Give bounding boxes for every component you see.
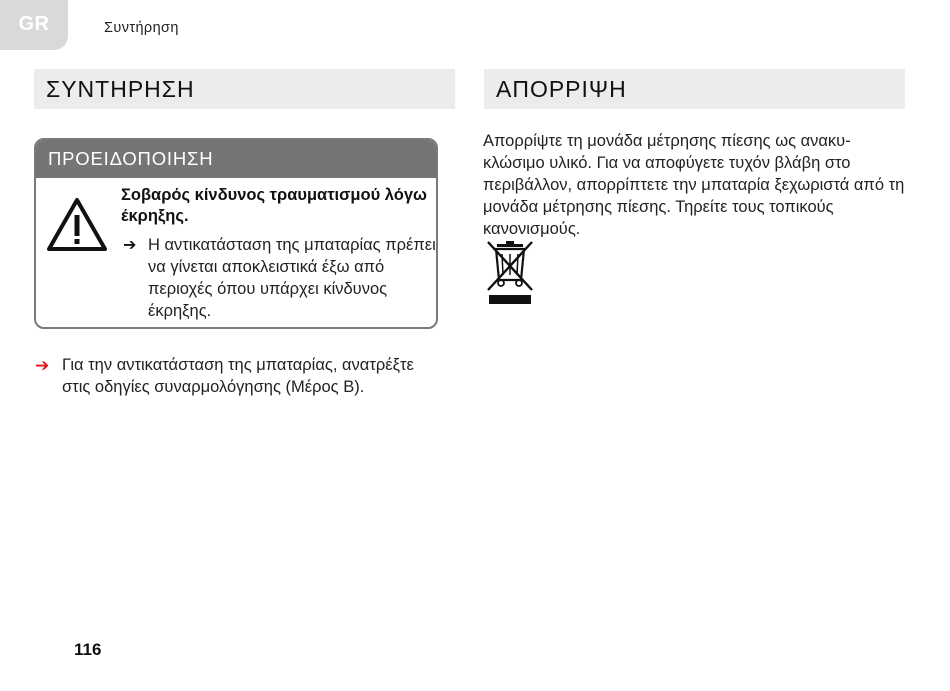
- bullet-arrow-icon: ➔: [123, 237, 137, 254]
- running-header-title: Συντήρηση: [104, 20, 179, 36]
- section-heading-text: ΣΥΝΤΗΡΗΣΗ: [46, 75, 195, 102]
- language-tab: [0, 0, 68, 50]
- warning-bullet-text: Η αντικατάσταση της μπαταρίας πρέπει να γίνεται αποκλειστικά έξω από περιοχές όπου υπάρχει κίνδυνος έκρηξης.: [148, 236, 436, 320]
- section-heading-maintenance: [34, 69, 455, 109]
- warning-label: ΠΡΟΕΙΔΟΠΟΙΗΣΗ: [48, 148, 214, 169]
- crossed-out-wheelie-bin-icon: [486, 240, 534, 306]
- page-number: 116: [74, 640, 102, 659]
- language-code: GR: [18, 12, 50, 35]
- warning-header: [36, 140, 436, 178]
- note-arrow-icon: ➔: [35, 356, 50, 375]
- note-text: Για την αντικατάσταση της μπαταρίας, ανατρέξτε στις οδηγίες συναρμολόγησης (Μέρος B).: [62, 356, 414, 396]
- section-heading-disposal: [484, 69, 905, 109]
- section-heading-text: ΑΠΟΡΡΙΨΗ: [496, 75, 627, 102]
- disposal-paragraph: Απορρίψτε τη μονάδα μέτρησης πίεσης ως ανακυ-κλώσιμο υλικό. Για να αποφύγετε τυχόν βλάβη στο περιβάλλον, απορρίπτετε την μπαταρία ξεχωριστά από τη μονάδα μέτρησης πίεσης. Τηρείτε τους τοπικούς κανονισμούς.: [483, 132, 905, 238]
- warning-box: [34, 138, 438, 329]
- warning-triangle-icon: [45, 196, 109, 254]
- warning-title: Σοβαρός κίνδυνος τραυματισμού λόγω έκρηξης.: [121, 186, 427, 225]
